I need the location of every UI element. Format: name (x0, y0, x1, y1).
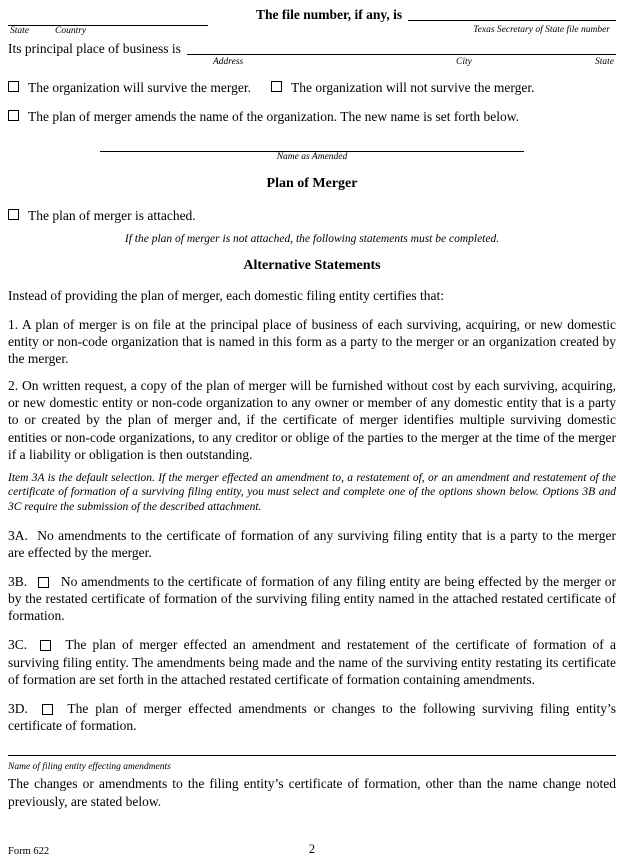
entity-name-field (8, 754, 616, 773)
state-label-2: State (595, 56, 614, 67)
city-label: City (456, 56, 472, 67)
amends-name-label: The plan of merger amends the name of the organization. The new name is set forth below. (28, 108, 519, 124)
option-3c-text: The plan of merger effected an amendment and restatement of the certificate of formation of a surviving filing entity. The amendments being made and the name of the surviving entity restating its certificate of formation are set forth in the attached restated certificate of formation containing amendments. (8, 637, 616, 687)
state-label: State (10, 26, 29, 37)
statement-1: 1. A plan of merger is on file at the principal place of business of each surviving, acquiring, or new domestic entity or non-code organization that is named in this form as a party to the merger or an organization created by the merger. (8, 316, 616, 367)
option-3b-label: 3B. (8, 573, 28, 589)
option-3c-checkbox[interactable] (40, 640, 51, 651)
alternative-statements-title: Alternative Statements (243, 257, 381, 273)
plan-attached-label: The plan of merger is attached. (28, 208, 196, 224)
option-3b-text: No amendments to the certificate of formation of any filing entity are being effected by the merger or by the restated certificate of formation of the surviving filing entity named in the attached restated certificate of formation. (8, 573, 617, 624)
option-3d-label: 3D. (8, 700, 28, 716)
option-3a-label: 3A. (8, 527, 28, 543)
statement-2: 2. On written request, a copy of the plan of merger will be furnished without cost by each surviving, acquiring, or new domestic entity or non-code organization to any owner or member of any domestic entity that is a party to or created by the plan of merger and, if the certificate of merger identifies multiple surviving domestic entities or non-code organizations, to any creditor or oblige of the parties to the merger at the time of the merger if a liability or obligation is then outstanding. (8, 378, 616, 462)
option-3d-checkbox[interactable] (42, 704, 53, 715)
entity-name-input-line[interactable] (8, 754, 616, 756)
name-as-amended-field (100, 141, 524, 163)
state-country-labels (8, 26, 208, 37)
option-3b (8, 573, 616, 624)
option-3c-label: 3C. (8, 637, 28, 653)
entity-name-caption: Name of filing entity effecting amendments (8, 762, 171, 773)
option-not-survive[interactable] (271, 79, 535, 96)
principal-place-input-line[interactable] (187, 42, 616, 55)
option-3a (8, 527, 616, 561)
not-attached-note: If the plan of merger is not attached, the following statements must be completed. (124, 233, 500, 246)
country-label: Country (55, 26, 87, 37)
option-amends-name[interactable] (8, 108, 519, 125)
file-number-row (8, 6, 616, 23)
amends-name-checkbox[interactable] (8, 110, 19, 121)
option-3d-text: The plan of merger effected amendments or changes to the following surviving filing entity’s certificate of formation. (8, 700, 616, 733)
form-number: Form 622 (8, 845, 50, 857)
item-3a-note: Item 3A is the default selection. If the merger effected an amendment to, a restatement of, or an amendment and restatement of the certificate of formation of a surviving filing entity, you must select and complete one of the options shown below. Options 3B and 3C require the submission of the described attachment. (8, 471, 616, 514)
plan-attached-row (8, 207, 616, 224)
state-country-row (8, 25, 616, 37)
sos-file-number-label: Texas Secretary of State file number (473, 25, 610, 36)
name-as-amended-input-line[interactable] (100, 141, 524, 152)
option-3a-text: No amendments to the certificate of formation of any surviving filing entity that is a party to the merger are effected by the merger. (8, 527, 617, 560)
option-survive[interactable] (8, 79, 251, 96)
principal-place-captions (8, 57, 616, 69)
address-label: Address (213, 56, 244, 67)
option-3d (8, 700, 616, 734)
plan-of-merger-title: Plan of Merger (266, 176, 358, 192)
survive-label: The organization will survive the merger. (28, 79, 251, 95)
file-number-label: The file number, if any, is (256, 7, 403, 22)
principal-place-row (8, 40, 616, 57)
not-survive-label: The organization will not survive the merger. (290, 79, 535, 95)
option-3b-checkbox[interactable] (38, 577, 49, 588)
alternative-statements-intro: Instead of providing the plan of merger, each domestic filing entity certifies that: (8, 287, 444, 303)
name-as-amended-caption: Name as Amended (276, 151, 348, 162)
principal-place-label: Its principal place of business is (8, 40, 181, 56)
option-plan-attached[interactable] (8, 207, 196, 224)
option-3c (8, 636, 616, 687)
not-survive-checkbox[interactable] (271, 81, 282, 92)
page-number: 2 (308, 842, 316, 857)
changes-note: The changes or amendments to the filing entity’s certificate of formation, other than the name change noted previously, are stated below. (8, 776, 616, 809)
amends-name-row (8, 108, 616, 125)
file-number-input-line[interactable] (408, 8, 616, 21)
survival-options-row (8, 79, 616, 96)
plan-attached-checkbox[interactable] (8, 209, 19, 220)
survive-checkbox[interactable] (8, 81, 19, 92)
state-country-field (8, 25, 208, 37)
